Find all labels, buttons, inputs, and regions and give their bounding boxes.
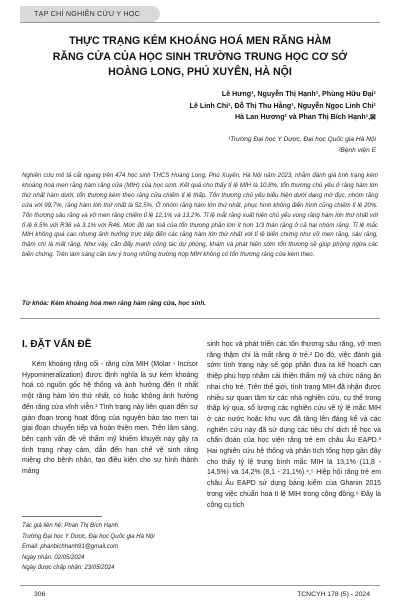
abstract: Nghiên cứu mô tả cắt ngang trên 474 học sinh THCS Hoàng Long, Phú Xuyên, Hà Nội năm 2023, nhằm đánh giá tình trạng kém khoáng hoá men răng hàm răng cửa (MIH) của học sinh. Kết quả cho thấy tỉ lệ MIH là 10,8%, tổn thương chủ yếu ở răng hàm lớn thứ nhất hàm dưới, tổn thương kém theo răng cửa chiếm tỉ lệ thấp. Tổn thương chủ yếu biểu hiện dưới dạng mờ đục, nhóm răng cửa với 99,7%, răng hàm lớn thứ nhất là 52,5%. Ở nhóm răng hàm lớn thứ nhất, phục hình không điển hình cũng chiếm tỉ lệ 20%. Tổn thương sâu răng và vỡ men răng chiếm tỉ lệ 12,1% và 13,2%. Tỉ lệ mắt răng xuất hiện chủ yếu vùng răng hàm lớn thứ nhất với tỉ lệ 6,5% với R36 và 3,1% với R46. Mức độ lan toả của tổn thương phần lớn ít hơn 1/3 thân răng ở cả hai nhóm răng. Tỉ lệ mắc MIH không quá cao nhưng ảnh hưởng trực tiếp đến các răng hàm lớn thứ nhất với tỉ lệ biến chứng như vỡ men răng, sâu răng, thậm chí là mất răng. Như vậy, cần đẩy mạnh công tác dự phòng, khám và phát hiện sớm tổn thương sẽ giúp phòng ngừa các biến chứng. Trên làm sáng cần lưu ý trong những trường hợp MIH không có tổn thương răng cửa kèm theo.: [22, 172, 378, 259]
footnote-line: Trường Đại học Y Dược, Đại học Quốc gia Hà Nội: [22, 533, 155, 540]
journal-banner: [20, 6, 160, 22]
title-line: THỰC TRẠNG KÉM KHOÁNG HOÁ MEN RĂNG HÀM: [69, 35, 331, 47]
affiliation-line: ²Bệnh viện E: [338, 146, 376, 154]
affiliations: [228, 135, 376, 156]
footnote-line: Ngày nhận: 02/05/2024: [22, 554, 85, 561]
author-line: Lê Linh Chi¹, Đỗ Thị Thu Hằng¹, Nguyễn Ngọc Linh Chi¹: [189, 101, 376, 110]
corresponding-author-note: [22, 521, 198, 574]
article-title: [30, 34, 370, 81]
body-column-right: [207, 340, 381, 511]
body-paragraph: sinh học và phát triển các tổn thương sâu răng, vỡ men răng thậm chí là mất răng ở trẻ.² Do đó, việc đánh giá sớm tình trạng này sẽ góp phần đưa ra kế hoạch can thiệp phù hợp nhằm cải thiện thẩm mỹ và chức năng ăn nhai cho trẻ. Trên thế giới, tình trạng MIH đã nhận được nhiều sự quan tâm từ các nhà nghiên cứu, cụ thể trong thập kỷ qua, số lượng các nghiên cứu về tỷ lệ mắc MIH ở các nước hoặc khu vực đã tăng lên đáng kể và các nghiên cứu này đã sử dụng các tiêu chí dịch tễ học và chẩn đoán của học viện răng trẻ em châu Âu EAPD.³ Hai nghiên cứu hệ thống và phân tích tổng hợp gần đây cho thấy tỷ lệ trung bình mắc MIH là 13,1% (11,8 - 14,5%) và 14,2% (8,1 - 21,1%).⁴,⁵ Hiệp hội răng trẻ em châu Âu EAPD sử dụng bảng kiểm của Ghanin 2015 trong việc chuẩn hoá tỉ lệ MIH trong cộng đồng.⁶ Đây là công cụ tích: [207, 341, 381, 509]
author-list: [190, 89, 376, 124]
keywords: Từ khóa: Kém khoáng hoá men răng hàm răng cửa, học sinh.: [22, 300, 206, 307]
footnote-line: Tác giả liên hệ: Phan Thị Bích Hạnh: [22, 523, 119, 529]
page-number: 306: [34, 591, 46, 598]
footnote-line: Ngày được chấp nhận: 23/05/2024: [22, 565, 115, 572]
footnote-divider: [22, 516, 102, 517]
author-line: Hà Lan Hương² và Phan Thị Bích Hạnh¹,⊠: [234, 113, 376, 121]
title-line: HOÀNG LONG, PHÚ XUYÊN, HÀ NỘI: [108, 66, 292, 78]
title-line: RĂNG CỬA CỦA HỌC SINH TRƯỜNG TRUNG HỌC CƠ SỞ: [52, 50, 348, 63]
header-divider: [20, 22, 380, 23]
body-column-left: Kém khoáng răng cối - răng cửa MIH (Molar - Incisor Hypomineralization) được định nghĩa là sự kém khoáng hoá có nguồn gốc hệ thống và ảnh hưởng đến ít nhất một răng hàm lớn thứ nhất, có hoặc không ảnh hưởng đến răng cửa vĩnh viễn.¹ Tình trạng này liên quan đến sự gián đoạn trong hoạt động của nguyên bào tạo men tại giai đoạn chuyển tiếp và hoàn thiện men. Trên lâm sàng, bên cạnh vấn đề về thẩm mỹ khiếm khuyết này gây ra tình trạng nhạy cảm, dẫn đến hạn chế vệ sinh răng miệng cho bệnh nhân, tạo điều kiện cho sự hình thành mảng: [22, 361, 198, 476]
issue-label: TCNCYH 178 (5) - 2024: [297, 591, 370, 598]
footer-divider: [20, 585, 380, 586]
journal-name: TẠP CHÍ NGHIÊN CỨU Y HỌC: [34, 9, 140, 18]
footnote-email: Email: phanbichhanh91@gmail.com: [22, 544, 119, 551]
abstract-divider: [20, 318, 380, 319]
section-heading: I. ĐẶT VẤN ĐỀ: [22, 339, 92, 350]
author-line: Lê Hưng¹, Nguyễn Thị Hạnh¹, Phùng Hữu Đại¹: [221, 90, 376, 98]
affiliation-line: ¹Trường Đại học Y Dược, Đại học Quốc gia Hà Nội: [228, 136, 376, 143]
